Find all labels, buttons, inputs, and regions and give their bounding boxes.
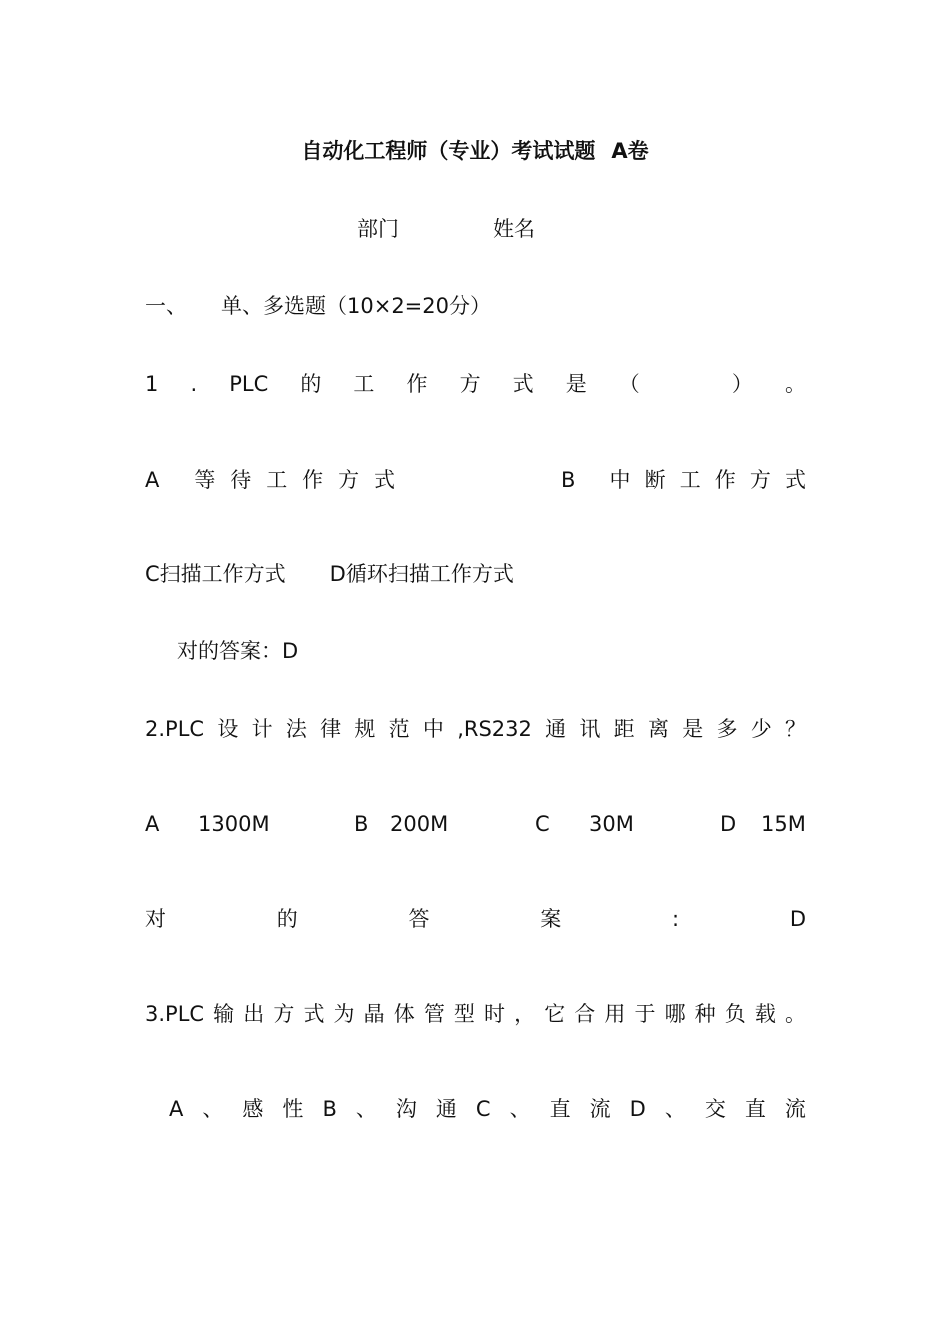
option-d-value: 15M (761, 812, 806, 836)
option-a-value: 1300M (198, 812, 270, 836)
section-number: 一、 (145, 294, 187, 318)
stem-char: 工 (353, 372, 375, 396)
stem-char: 计 (251, 717, 273, 741)
option-char: 、 (355, 1097, 377, 1121)
department-label: 部门 (357, 217, 399, 241)
option-c-value: 30M (589, 812, 634, 836)
answer-char: 对 (145, 907, 166, 931)
option-d: D循环扫描工作方式 (329, 562, 514, 586)
option-char: 交 (704, 1097, 726, 1121)
question-1-options-cd (145, 564, 806, 585)
option-b-value: 200M (390, 812, 449, 836)
stem-char: 2.PLC (145, 717, 205, 741)
stem-char: 离 (647, 717, 669, 741)
stem-char: 范 (388, 717, 410, 741)
stem-char: 负 (724, 1002, 746, 1026)
option-b-char: 工 (679, 468, 701, 492)
stem-char: ,RS232 (457, 717, 532, 741)
document-volume: A卷 (611, 139, 649, 163)
answer-char: D (789, 907, 806, 931)
section-title: 单、多选题（10×2=20分） (221, 294, 491, 318)
stem-char: 是 (565, 372, 587, 396)
stem-char: ） (731, 372, 753, 396)
question-2-stem (145, 719, 806, 740)
option-a-char: 作 (302, 468, 324, 492)
stem-char: 。 (784, 372, 806, 396)
stem-char: 是 (682, 717, 704, 741)
stem-char: PLC (229, 372, 269, 396)
stem-char: 方 (273, 1002, 295, 1026)
document-title-row (0, 141, 950, 162)
stem-char: 于 (634, 1002, 656, 1026)
stem-char: ， (514, 1002, 536, 1026)
option-c: C扫描工作方式 (145, 562, 286, 586)
option-char: 、 (509, 1097, 531, 1121)
name-label: 姓名 (493, 217, 535, 241)
option-b-letter: B (354, 812, 369, 836)
stem-char: 距 (613, 717, 635, 741)
stem-char: 设 (217, 717, 239, 741)
option-char: 性 (282, 1097, 304, 1121)
section-heading (145, 296, 806, 317)
stem-char: 式 (512, 372, 534, 396)
stem-char: 体 (393, 1002, 415, 1026)
option-b-char: 断 (644, 468, 666, 492)
stem-char: 它 (544, 1002, 566, 1026)
stem-char: 多 (716, 717, 738, 741)
stem-char: 管 (423, 1002, 445, 1026)
answer-char: 答 (408, 907, 430, 931)
option-char: 感 (242, 1097, 264, 1121)
option-a-char: 待 (230, 468, 252, 492)
stem-char: 载 (754, 1002, 776, 1026)
question-3-stem (145, 1004, 806, 1025)
stem-char: 讯 (579, 717, 601, 741)
option-a-letter: A (145, 812, 160, 836)
option-a-char: 式 (374, 468, 395, 492)
option-char: A (169, 1097, 184, 1121)
option-char: 、 (664, 1097, 686, 1121)
option-a-char: 等 (194, 468, 216, 492)
stem-char: 通 (545, 717, 567, 741)
option-a-char: 方 (338, 468, 360, 492)
stem-char: （ (618, 372, 640, 396)
option-char: 流 (784, 1097, 806, 1121)
question-1-stem (145, 374, 806, 395)
stem-char: 用 (604, 1002, 626, 1026)
answer-char: 的 (276, 907, 298, 931)
option-char: B (322, 1097, 337, 1121)
question-3-options (169, 1099, 806, 1120)
option-a (145, 470, 395, 491)
option-b (561, 470, 806, 491)
document-title: 自动化工程师（专业）考试试题 (301, 139, 596, 163)
stem-char: . (190, 372, 198, 396)
stem-char: 1 (145, 372, 159, 396)
stem-char: 种 (694, 1002, 716, 1026)
answer-char: 案 (540, 907, 562, 931)
option-b-char: 方 (749, 468, 771, 492)
option-char: 、 (202, 1097, 224, 1121)
stem-char: 律 (320, 717, 342, 741)
stem-char: ？ (785, 717, 806, 741)
option-d-letter: D (720, 812, 737, 836)
meta-row (357, 219, 617, 240)
stem-char: 的 (300, 372, 322, 396)
option-b-char: 中 (609, 468, 631, 492)
stem-char: 型 (453, 1002, 475, 1026)
option-b-char: 式 (784, 468, 806, 492)
stem-char: 中 (422, 717, 444, 741)
stem-char: 作 (406, 372, 428, 396)
option-char: 直 (744, 1097, 766, 1121)
option-char: 直 (549, 1097, 571, 1121)
option-char: 沟 (395, 1097, 417, 1121)
option-char: 通 (435, 1097, 457, 1121)
stem-char: 出 (243, 1002, 265, 1026)
stem-char: 晶 (363, 1002, 385, 1026)
option-b-char: 作 (714, 468, 736, 492)
stem-char: 规 (354, 717, 376, 741)
stem-char: 时 (484, 1002, 505, 1026)
question-1-answer: 对的答案：D (177, 639, 299, 663)
option-char: C (475, 1097, 491, 1121)
option-char: 流 (589, 1097, 611, 1121)
stem-char: 少 (750, 717, 772, 741)
option-char: D (629, 1097, 646, 1121)
option-b-letter: B (561, 468, 576, 492)
stem-char: 输 (213, 1002, 235, 1026)
stem-char: 方 (459, 372, 481, 396)
stem-char: 为 (333, 1002, 355, 1026)
stem-char: 。 (784, 1002, 806, 1026)
stem-char: 式 (303, 1002, 325, 1026)
stem-char: 合 (574, 1002, 596, 1026)
option-c-letter: C (535, 812, 550, 836)
stem-char: 3.PLC (145, 1002, 205, 1026)
option-a-char: 工 (266, 468, 288, 492)
question-2-answer (145, 909, 806, 930)
stem-char: 哪 (664, 1002, 686, 1026)
option-a-letter: A (145, 468, 160, 492)
answer-char: : (672, 907, 680, 931)
stem-char: 法 (285, 717, 307, 741)
